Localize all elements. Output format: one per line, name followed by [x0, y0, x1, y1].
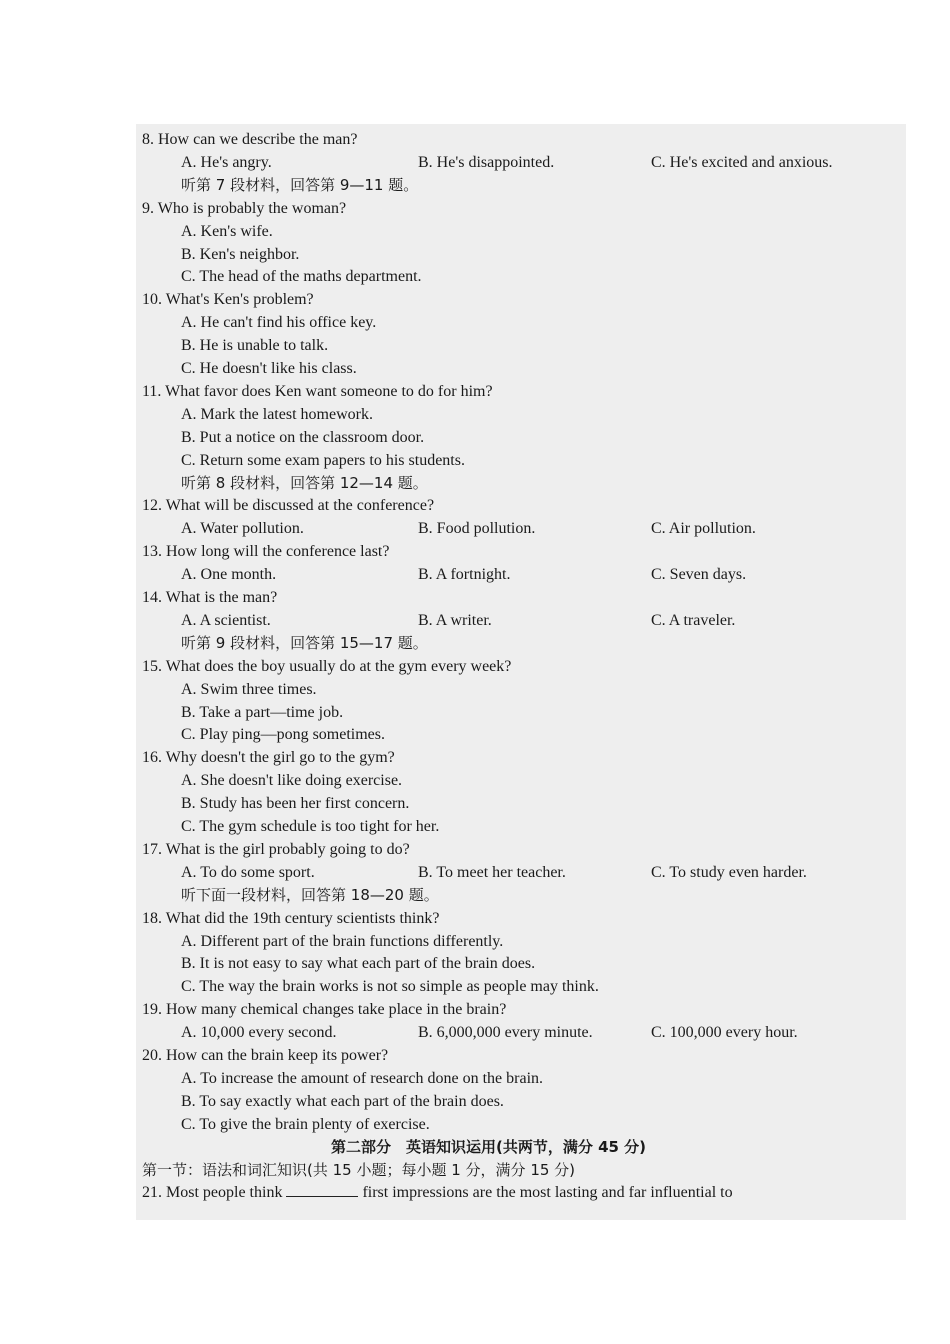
answer-option: C. The way the brain works is not so simple as people may think. — [181, 978, 599, 996]
question-line — [136, 838, 906, 861]
answer-option: C. The gym schedule is too tight for her. — [181, 818, 440, 835]
question-line — [136, 288, 906, 311]
question-line — [136, 701, 906, 724]
answer-option-c: C. Seven days. — [651, 566, 747, 584]
answer-option: B. He is unable to talk. — [181, 337, 329, 355]
answer-option: C. To give the brain plenty of exercise. — [181, 1115, 430, 1133]
section-heading: 听下面一段材料，回答第 18—20 题。 — [181, 885, 439, 904]
part2-subsection: 第一节：语法和词汇知识(共 15 小题；每小题 1 分，满分 15 分) — [142, 1160, 576, 1179]
question-text: 18. What did the 19th century scientists think? — [142, 909, 440, 927]
answer-option: A. Mark the latest homework. — [181, 405, 373, 423]
question-text: 8. How can we describe the man? — [142, 131, 358, 148]
question-line — [136, 563, 906, 586]
question-line — [136, 952, 906, 975]
question-line — [136, 655, 906, 678]
answer-option-b: B. 6,000,000 every minute. — [418, 1024, 593, 1042]
question-line — [136, 311, 906, 334]
section-heading: 听第 7 段材料，回答第 9—11 题。 — [181, 175, 419, 194]
answer-option: B. To say exactly what each part of the brain does. — [181, 1092, 504, 1110]
part-heading-line — [136, 1136, 906, 1159]
question-line — [136, 1113, 906, 1136]
question-line — [136, 174, 906, 197]
question-line — [136, 930, 906, 953]
question-line — [136, 517, 906, 540]
question-line — [136, 678, 906, 701]
section-heading: 听第 9 段材料，回答第 15—17 题。 — [181, 633, 428, 652]
answer-option: B. Take a part—time job. — [181, 703, 344, 721]
question-line — [136, 334, 906, 357]
answer-option-a: A. To do some sport. — [181, 863, 315, 881]
question-line — [136, 1044, 906, 1067]
question-line — [136, 1090, 906, 1113]
question-text: 15. What does the boy usually do at the gym every week? — [142, 657, 512, 675]
answer-option: B. Put a notice on the classroom door. — [181, 428, 425, 446]
answer-option: C. Play ping—pong sometimes. — [181, 726, 385, 744]
question-21-text-after: first impressions are the most lasting and far influential to — [362, 1184, 733, 1202]
question-text: 9. Who is probably the woman? — [142, 199, 347, 217]
answer-option-a: A. Water pollution. — [181, 520, 304, 538]
question-line — [136, 792, 906, 815]
question-line — [136, 197, 906, 220]
answer-option: A. Ken's wife. — [181, 222, 273, 240]
question-text: 19. How many chemical changes take place in the brain? — [142, 1001, 507, 1019]
answer-option-b: B. Food pollution. — [418, 520, 536, 538]
question-line — [136, 1021, 906, 1044]
question-line — [136, 540, 906, 563]
question-text: 10. What's Ken's problem? — [142, 291, 314, 309]
answer-option-b: B. A fortnight. — [418, 566, 511, 584]
question-text: 14. What is the man? — [142, 589, 278, 606]
question-line — [136, 586, 906, 609]
answer-option-b: B. A writer. — [418, 611, 492, 629]
question-line — [136, 426, 906, 449]
question-line — [136, 151, 906, 174]
question-line — [136, 1181, 906, 1204]
question-line — [136, 472, 906, 495]
question-text: 16. Why doesn't the girl go to the gym? — [142, 749, 395, 767]
answer-option-c: C. Air pollution. — [651, 520, 756, 538]
question-text: 20. How can the brain keep its power? — [142, 1047, 389, 1064]
question-line — [136, 220, 906, 243]
question-line — [136, 265, 906, 288]
answer-option: B. Ken's neighbor. — [181, 245, 300, 263]
question-line — [136, 815, 906, 838]
question-text: 11. What favor does Ken want someone to do for him? — [142, 382, 493, 400]
question-line — [136, 723, 906, 746]
answer-option: A. Different part of the brain functions differently. — [181, 932, 504, 950]
answer-option: C. He doesn't like his class. — [181, 360, 357, 377]
question-text: 13. How long will the conference last? — [142, 543, 390, 561]
scanned-exam-page — [136, 124, 906, 1220]
question-text: 17. What is the girl probably going to do? — [142, 840, 410, 858]
question-line — [136, 449, 906, 472]
answer-option-c: C. A traveler. — [651, 611, 736, 629]
answer-option-b: B. He's disappointed. — [418, 153, 555, 171]
answer-option-c: C. To study even harder. — [651, 863, 807, 881]
answer-option-a: A. One month. — [181, 566, 277, 584]
answer-option-c: C. He's excited and anxious. — [651, 153, 833, 171]
question-line — [136, 243, 906, 266]
question-line — [136, 1067, 906, 1090]
question-line — [136, 746, 906, 769]
question-line — [136, 975, 906, 998]
answer-option: A. He can't find his office key. — [181, 314, 377, 332]
section-heading: 听第 8 段材料，回答第 12—14 题。 — [181, 473, 428, 492]
question-21 — [142, 1181, 733, 1204]
answer-option: A. She doesn't like doing exercise. — [181, 772, 403, 790]
question-lines — [136, 124, 906, 1220]
question-line — [136, 380, 906, 403]
question-21-text-before: 21. Most people think — [142, 1184, 283, 1202]
question-line — [136, 907, 906, 930]
question-line — [136, 403, 906, 426]
answer-option: B. It is not easy to say what each part of the brain does. — [181, 955, 536, 973]
subsection-line — [136, 1159, 906, 1182]
answer-option: A. Swim three times. — [181, 680, 317, 698]
question-line — [136, 128, 906, 151]
answer-option: C. Return some exam papers to his students. — [181, 451, 465, 469]
answer-blank — [286, 1182, 358, 1197]
question-line — [136, 494, 906, 517]
question-line — [136, 861, 906, 884]
answer-option: A. To increase the amount of research done on the brain. — [181, 1069, 544, 1087]
question-line — [136, 998, 906, 1021]
question-line — [136, 632, 906, 655]
question-line — [136, 357, 906, 380]
answer-option-a: A. He's angry. — [181, 153, 272, 171]
part2-title: 第二部分 英语知识运用(共两节，满分 45 分) — [331, 1137, 647, 1156]
answer-option-c: C. 100,000 every hour. — [651, 1024, 798, 1042]
answer-option-a: A. 10,000 every second. — [181, 1024, 337, 1042]
answer-option: B. Study has been her first concern. — [181, 795, 410, 813]
question-line — [136, 884, 906, 907]
question-line — [136, 609, 906, 632]
answer-option-a: A. A scientist. — [181, 611, 271, 629]
question-line — [136, 769, 906, 792]
answer-option-b: B. To meet her teacher. — [418, 863, 566, 881]
question-text: 12. What will be discussed at the conference? — [142, 497, 435, 515]
answer-option: C. The head of the maths department. — [181, 268, 422, 286]
